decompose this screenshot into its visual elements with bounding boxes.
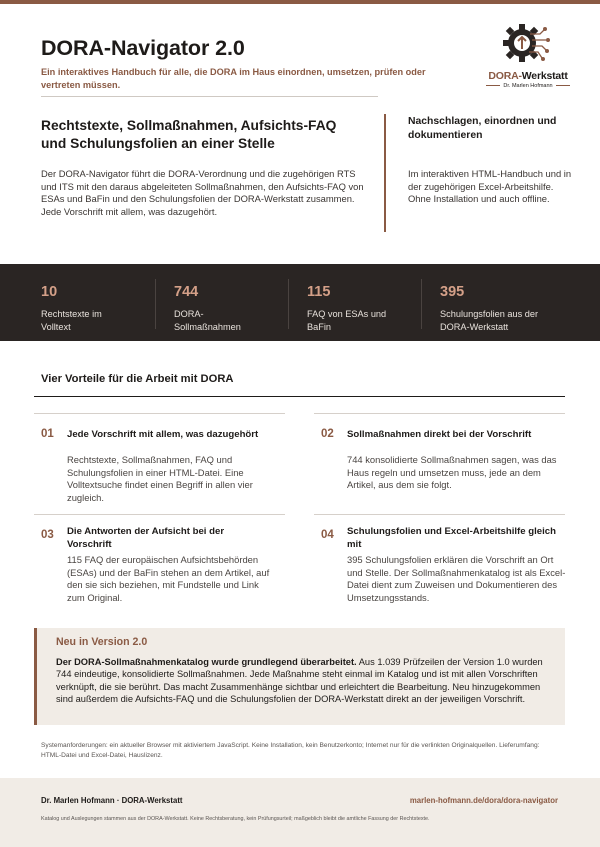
stat-divider bbox=[155, 279, 156, 329]
card-divider bbox=[314, 413, 565, 414]
header-divider bbox=[41, 96, 378, 97]
news-body: Aus 1.039 Prüfzeilen der Version 1.0 wurden 744 eindeutige, konsolidierte Sollmaßnahmen. Jede Maßnahme steht einmal im Katalog und ist mit allen Vorschriften verknüpft, die sie berührt. Das macht Zusammenhänge sichtbar und erleichtert die Bearbeitung. Neu hinzugekommen sind außerdem die Aufsichts-FAQ und die Schulungsfolien der DORA-Werkstatt direkt an der jeweiligen Vorschrift. bbox=[56, 657, 543, 705]
news-heading: Neu in Version 2.0 bbox=[56, 636, 148, 648]
footer bbox=[0, 778, 600, 847]
page-subtitle: Ein interaktives Handbuch für alle, die DORA im Haus einordnen, umsetzen, prüfen oder vertreten müssen. bbox=[41, 67, 426, 90]
stat-value: 744 bbox=[174, 284, 199, 300]
stat-divider bbox=[288, 279, 289, 329]
card-title: Jede Vorschrift mit allem, was dazugehört bbox=[67, 429, 259, 440]
stats-band bbox=[0, 264, 600, 341]
footer-author: Dr. Marlen Hofmann · DORA-Werkstatt bbox=[41, 796, 183, 805]
intro-heading: Rechtstexte, Sollmaßnahmen, Aufsichts-FAQ und Schulungsfolien an einer Stelle bbox=[41, 118, 337, 151]
stat-label: FAQ von ESAs und BaFin bbox=[307, 309, 387, 332]
stat-divider bbox=[421, 279, 422, 329]
card-number: 04 bbox=[321, 529, 334, 541]
news-text bbox=[56, 656, 548, 706]
card-number: 03 bbox=[41, 529, 54, 541]
card-number: 01 bbox=[41, 428, 54, 440]
stat-label: DORA-Sollmaßnahmen bbox=[174, 309, 241, 332]
card-divider bbox=[34, 413, 285, 414]
gear-circuit-icon bbox=[498, 18, 554, 68]
card-number: 02 bbox=[321, 428, 334, 440]
side-heading: Nachschlagen, einordnen und dokumentieren bbox=[408, 116, 557, 141]
card-title: Die Antworten der Aufsicht bei der Vorschrift bbox=[67, 526, 225, 550]
top-accent-bar bbox=[0, 0, 600, 4]
stat-value: 10 bbox=[41, 284, 58, 300]
stat-value: 115 bbox=[307, 284, 331, 300]
stat-label: Rechtstexte im Volltext bbox=[41, 309, 102, 332]
card-title: Sollmaßnahmen direkt bei der Vorschrift bbox=[347, 429, 532, 440]
dora-werkstatt-logo bbox=[476, 18, 580, 90]
logo-byline: Dr. Marlen Hofmann bbox=[476, 83, 580, 89]
news-lead: Der DORA-Sollmaßnahmenkatalog wurde grundlegend überarbeitet. bbox=[56, 657, 357, 667]
footer-url-link[interactable]: marlen-hofmann.de/dora/dora-navigator bbox=[409, 796, 558, 805]
news-accent-bar bbox=[34, 628, 37, 725]
card-divider bbox=[314, 514, 565, 515]
card-divider bbox=[34, 514, 285, 515]
card-title: Schulungsfolien und Excel-Arbeitshilfe gleich mit bbox=[347, 526, 556, 550]
intro-text: Der DORA-Navigator führt die DORA-Verordnung und die zugehörigen RTS und ITS mit den daraus abgeleiteten Sollmaßnahmen, den Aufsichts-FAQ von ESAs und BaFin und den Schulungsfolien der DORA-Werkstatt zusammen. Jede Vorschrift mit allem, was dazugehört. bbox=[41, 168, 364, 217]
intro-vertical-divider bbox=[384, 114, 386, 232]
stat-value: 395 bbox=[440, 284, 465, 300]
card-text: 115 FAQ der europäischen Aufsichtsbehörden (ESAs) und der BaFin stehen an dem Artikel, auf den sie sich beziehen, mit Fundstelle und Link zum Original. bbox=[67, 554, 270, 603]
advantages-divider bbox=[34, 396, 565, 397]
logo-wordmark: DORA-Werkstatt bbox=[488, 70, 568, 82]
card-text: 744 konsolidierte Sollmaßnahmen sagen, was das Haus regeln und umsetzen muss, jede an dem Artikel, aus dem sie folgt. bbox=[347, 454, 557, 491]
footer-disclaimer: Katalog und Auslegungen stammen aus der DORA-Werkstatt. Keine Rechtsberatung, kein Prüfungsurteil; maßgeblich bleibt die amtliche Fassung der Rechtstexte. bbox=[41, 816, 430, 822]
news-box bbox=[34, 628, 565, 725]
advantages-heading: Vier Vorteile für die Arbeit mit DORA bbox=[41, 373, 234, 385]
page-title: DORA-Navigator 2.0 bbox=[41, 36, 245, 60]
stat-label: Schulungsfolien aus der DORA-Werkstatt bbox=[440, 309, 539, 332]
card-text: 395 Schulungsfolien erklären die Vorschrift an Ort und Stelle. Der Sollmaßnahmenkatalog ist als Excel-Datei dient zum Zuweisen und Dokumentieren des Umsetzungsstands. bbox=[347, 554, 566, 603]
system-requirements: Systemanforderungen: ein aktueller Browser mit aktiviertem JavaScript. Keine Installation, kein Benutzerkonto; Internet nur für die verlinkten Originalquellen. Lieferumfang: HTML-Datei und Excel-Datei, Hauslizenz. bbox=[41, 742, 540, 759]
side-text: Im interaktiven HTML-Handbuch und in der zugehörigen Excel-Arbeitshilfe. Ohne Installation und auch offline. bbox=[408, 168, 572, 205]
card-text: Rechtstexte, Sollmaßnahmen, FAQ und Schulungsfolien in einer HTML-Datei. Eine Volltextsuche findet einen Begriff in allen vier zugleich. bbox=[67, 454, 253, 503]
